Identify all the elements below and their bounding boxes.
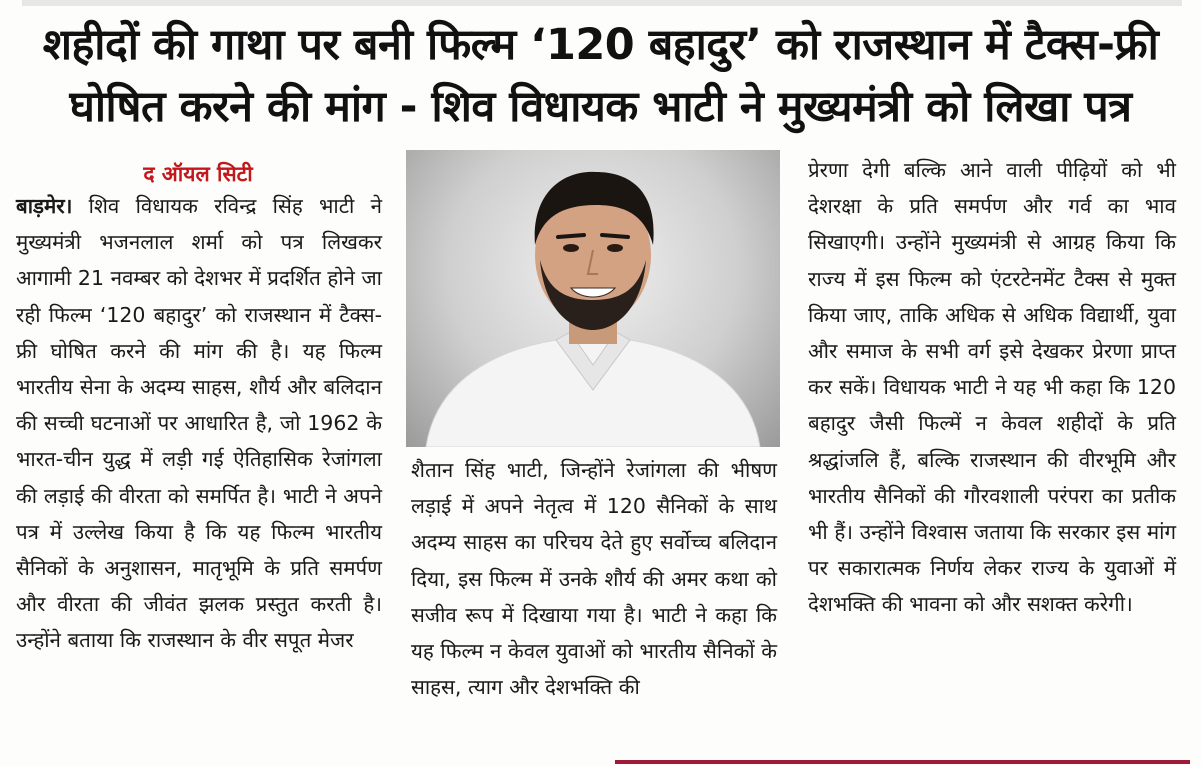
article-column-1: [16, 188, 382, 659]
top-divider: [22, 0, 1182, 6]
bottom-accent-rule: [615, 760, 1190, 764]
headline: शहीदों की गाथा पर बनी फिल्म ‘120 बहादुर’ को राजस्थान में टैक्स-फ्री घोषित करने की मांग - शिव विधायक भाटी ने मुख्यमंत्री को लिखा पत्र: [42, 20, 1159, 132]
article-column-2: शैतान सिंह भाटी, जिन्होंने रेजांगला की भीषण लड़ाई में अपने नेतृत्व में 120 सैनिकों के साथ अदम्य साहस का परिचय देते हुए सर्वोच्च बलिदान दिया, इस फिल्म में उनके शौर्य की अमर कथा को सजीव रूप में दिखाया गया है। भाटी ने कहा कि यह फिल्म न केवल युवाओं को भारतीय सैनिकों के साहस, त्याग और देशभक्ति की: [411, 458, 777, 700]
column-1-text: शिव विधायक रविन्द्र सिंह भाटी ने मुख्यमंत्री भजनलाल शर्मा को पत्र लिखकर आगामी 21 नवम्बर को देशभर में प्रदर्शित होने जा रही फिल्म ‘120 बहादुर’ को राजस्थान में टैक्स-फ्री घोषित करने की मांग की है। यह फिल्म भारतीय सेना के अदम्य साहस, शौर्य और बलिदान की सच्ची घटनाओं पर आधारित है, जो 1962 के भारत-चीन युद्ध में लड़ी गई ऐतिहासिक रेजांगला की लड़ाई की वीरता को समर्पित है। भाटी ने अपने पत्र में उल्लेख किया है कि यह फिल्म भारतीय सैनिकों के अनुशासन, मातृभूमि के प्रति समर्पण और वीरता की जीवंत झलक प्रस्तुत करती है। उन्होंने बताया कि राजस्थान के वीर सपूत मेजर: [16, 194, 382, 653]
portrait-illustration: [406, 150, 780, 447]
byline: द ऑयल सिटी: [143, 162, 253, 186]
mla-portrait-photo: [406, 150, 780, 447]
article-column-3: प्रेरणा देगी बल्कि आने वाली पीढ़ियों को भी देशरक्षा के प्रति समर्पण और गर्व का भाव सिखाएगी। उन्होंने मुख्यमंत्री से आग्रह किया कि राज्य में इस फिल्म को एंटरटेनमेंट टैक्स से मुक्त किया जाए, ताकि अधिक से अधिक विद्यार्थी, युवा और समाज के सभी वर्ग इसे देखकर प्रेरणा प्राप्त कर सकें। विधायक भाटी ने यह भी कहा कि 120 बहादुर जैसी फिल्में न केवल शहीदों के प्रति श्रद्धांजलि हैं, बल्कि राजस्थान की वीरभूमि और भारतीय सैनिकों की गौरवशाली परंपरा का प्रतीक भी हैं। उन्होंने विश्वास जताया कि सरकार इस मांग पर सकारात्मक निर्णय लेकर राज्य के युवाओं में देशभक्ति की भावना को और सशक्त करेगी।: [808, 158, 1176, 617]
dateline: बाड़मेर।: [16, 194, 73, 218]
